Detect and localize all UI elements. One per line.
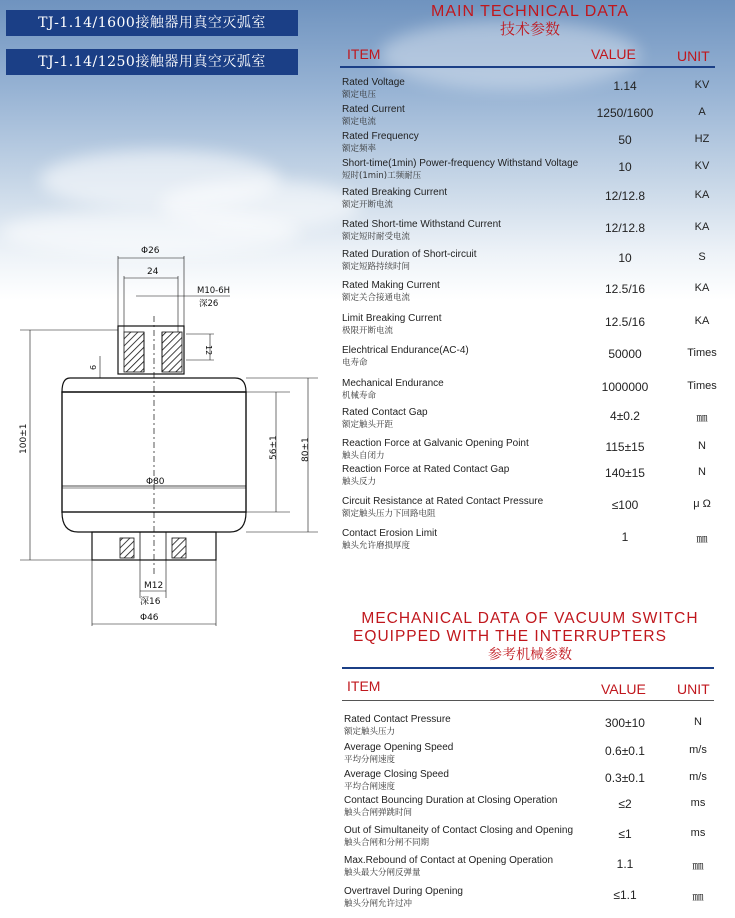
mech-title-en-1: MECHANICAL DATA OF VACUUM SWITCH bbox=[361, 610, 699, 627]
row-label-cn: 额定触头压力下回路电阻 bbox=[342, 509, 436, 519]
row-label-cn: 额定触头压力 bbox=[344, 727, 396, 737]
row-value: 10 bbox=[618, 251, 632, 265]
row-value: 12.5/16 bbox=[604, 282, 646, 296]
row-label-en: Rated Current bbox=[342, 104, 405, 115]
row-value: 12/12.8 bbox=[604, 189, 646, 203]
row-unit: m/s bbox=[689, 744, 707, 756]
dim-80: 80±1 bbox=[301, 437, 311, 462]
row-label-en: Average Closing Speed bbox=[344, 769, 449, 780]
dim-m10: M10-6H bbox=[197, 286, 231, 296]
row-label-cn: 额定关合接通电流 bbox=[342, 293, 411, 303]
main-title-cn: 技术参数 bbox=[499, 20, 560, 38]
row-label-cn: 机械寿命 bbox=[342, 391, 377, 401]
row-label-en: Contact Erosion Limit bbox=[342, 528, 438, 539]
row-value: 0.6±0.1 bbox=[605, 744, 645, 758]
row-label-cn: 触头分闸允许过冲 bbox=[344, 899, 413, 909]
row-value: 300±10 bbox=[605, 716, 645, 730]
row-label-cn: 额定短时耐受电流 bbox=[342, 232, 411, 242]
row-unit: ms bbox=[690, 797, 706, 809]
row-unit: ms bbox=[690, 827, 706, 839]
row-label-cn: 额定频率 bbox=[342, 144, 377, 154]
row-label-en: Rated Contact Gap bbox=[342, 407, 428, 418]
row-label-en: Reaction Force at Galvanic Opening Point bbox=[342, 438, 529, 449]
row-label-en: Max.Rebound of Contact at Opening Operation bbox=[344, 855, 554, 866]
row-label-cn: 额定电压 bbox=[342, 90, 377, 100]
dim-phi26: Φ26 bbox=[141, 246, 160, 256]
main-header-unit: UNIT bbox=[677, 48, 710, 64]
row-value: 1.1 bbox=[616, 857, 634, 871]
row-label-cn: 平均合闸速度 bbox=[344, 782, 396, 792]
row-label-en: Out of Simultaneity of Contact Closing and Opening bbox=[344, 825, 574, 836]
row-value: 1000000 bbox=[601, 380, 649, 394]
mech-title-en-2: EQUIPPED WITH THE INTERRUPTERS bbox=[353, 628, 667, 645]
row-value: 12.5/16 bbox=[604, 315, 646, 329]
dim-56: 56±1 bbox=[269, 435, 279, 460]
dim-deep26: 深26 bbox=[199, 299, 219, 309]
row-label-en: Circuit Resistance at Rated Contact Pressure bbox=[342, 496, 544, 507]
row-unit: S bbox=[698, 251, 706, 263]
mech-header-value: VALUE bbox=[601, 681, 646, 697]
row-label-en: Rated Making Current bbox=[342, 280, 440, 291]
row-unit: A bbox=[698, 106, 706, 118]
row-unit: KA bbox=[694, 282, 710, 294]
row-label-en: Rated Short-time Withstand Current bbox=[342, 219, 501, 230]
row-value: 12/12.8 bbox=[604, 221, 646, 235]
row-unit: KA bbox=[694, 189, 710, 201]
row-unit: m/s bbox=[689, 771, 707, 783]
row-unit: N bbox=[698, 440, 706, 452]
mech-title-rule bbox=[342, 667, 714, 669]
row-label-en: Mechanical Endurance bbox=[342, 378, 444, 389]
main-header-item: ITEM bbox=[347, 46, 381, 62]
row-label-cn: 触头反力 bbox=[342, 477, 377, 487]
dim-24: 24 bbox=[147, 267, 159, 277]
row-label-cn: 短时(1min)工频耐压 bbox=[342, 171, 422, 181]
row-unit: ㎜ bbox=[696, 412, 708, 424]
row-label-en: Average Opening Speed bbox=[344, 742, 454, 753]
row-unit: Times bbox=[687, 347, 717, 359]
row-unit: μ Ω bbox=[693, 498, 711, 510]
row-label-en: Reaction Force at Rated Contact Gap bbox=[342, 464, 510, 475]
row-label-en: Limit Breaking Current bbox=[342, 313, 442, 324]
row-value: 1 bbox=[621, 530, 629, 544]
row-label-en: Overtravel During Opening bbox=[344, 886, 463, 897]
mech-title-cn: 参考机械参数 bbox=[488, 647, 572, 663]
row-label-cn: 触头合闸弹跳时间 bbox=[344, 808, 413, 818]
dim-100: 100±1 bbox=[19, 423, 29, 454]
row-label-cn: 额定开断电流 bbox=[342, 200, 394, 210]
row-label-en: Rated Contact Pressure bbox=[344, 714, 451, 725]
row-label-cn: 触头合闸和分闸不同期 bbox=[344, 838, 430, 848]
main-header-value: VALUE bbox=[591, 46, 636, 62]
row-value: 50000 bbox=[608, 347, 642, 361]
row-unit: KV bbox=[694, 79, 710, 91]
row-label-cn: 触头自闭力 bbox=[342, 451, 385, 461]
dim-12: 12 bbox=[204, 345, 213, 356]
row-value: 1250/1600 bbox=[596, 106, 654, 120]
row-label-cn: 额定电流 bbox=[342, 117, 377, 127]
row-label-cn: 电寿命 bbox=[342, 358, 368, 368]
row-unit: KV bbox=[694, 160, 710, 172]
row-value: 50 bbox=[618, 133, 632, 147]
row-label-en: Short-time(1min) Power-frequency Withstand Voltage bbox=[342, 158, 579, 169]
row-value: ≤2 bbox=[618, 797, 632, 811]
product-banner-1250: TJ-1.14/1250接触器用真空灭弧室 bbox=[6, 49, 298, 75]
row-label-cn: 额定短路持续时间 bbox=[342, 262, 411, 272]
row-unit: KA bbox=[694, 221, 710, 233]
row-value: 0.3±0.1 bbox=[605, 771, 645, 785]
interrupter-drawing bbox=[0, 236, 330, 636]
row-value: 10 bbox=[618, 160, 632, 174]
row-label-cn: 平均分闸速度 bbox=[344, 755, 396, 765]
row-label-en: Elechtrical Endurance(AC-4) bbox=[342, 345, 469, 356]
row-value: 4±0.2 bbox=[610, 409, 640, 423]
row-unit: ㎜ bbox=[692, 891, 704, 903]
row-value: ≤100 bbox=[611, 498, 639, 512]
row-value: 1.14 bbox=[613, 79, 637, 93]
row-unit: Times bbox=[687, 380, 717, 392]
main-header-rule bbox=[340, 66, 715, 68]
row-label-en: Rated Voltage bbox=[342, 77, 405, 88]
row-label-en: Rated Frequency bbox=[342, 131, 419, 142]
row-label-en: Rated Duration of Short-circuit bbox=[342, 249, 477, 260]
row-value: ≤1.1 bbox=[613, 888, 637, 902]
top-terminal-hatch-left bbox=[124, 332, 144, 372]
row-unit: KA bbox=[694, 315, 710, 327]
mech-header-item: ITEM bbox=[347, 678, 381, 694]
main-title-en: MAIN TECHNICAL DATA bbox=[431, 3, 629, 20]
row-value: ≤1 bbox=[618, 827, 632, 841]
row-label-en: Rated Breaking Current bbox=[342, 187, 448, 198]
row-unit: N bbox=[694, 716, 702, 728]
row-label-en: Contact Bouncing Duration at Closing Operation bbox=[344, 795, 558, 806]
row-label-cn: 触头允许磨损厚度 bbox=[342, 541, 411, 551]
dim-6: 6 bbox=[89, 364, 98, 370]
dim-m12: M12 bbox=[144, 581, 164, 591]
dim-phi46: Φ46 bbox=[140, 613, 159, 623]
dim-deep16: 深16 bbox=[140, 597, 161, 607]
dim-phi80: Φ80 bbox=[146, 477, 165, 487]
product-banner-1600: TJ-1.14/1600接触器用真空灭弧室 bbox=[6, 10, 298, 36]
row-unit: N bbox=[698, 466, 706, 478]
row-unit: ㎜ bbox=[692, 860, 704, 872]
row-label-cn: 极限开断电流 bbox=[342, 326, 394, 336]
row-unit: HZ bbox=[694, 133, 710, 145]
mech-header-rule bbox=[342, 700, 714, 701]
top-terminal-hatch-right bbox=[162, 332, 182, 372]
mech-header-unit: UNIT bbox=[677, 681, 710, 697]
row-label-cn: 触头最大分闸反弹量 bbox=[344, 868, 421, 878]
row-unit: ㎜ bbox=[696, 533, 708, 545]
row-value: 140±15 bbox=[605, 466, 645, 480]
row-label-cn: 额定触头开距 bbox=[342, 420, 394, 430]
row-value: 115±15 bbox=[605, 440, 645, 454]
